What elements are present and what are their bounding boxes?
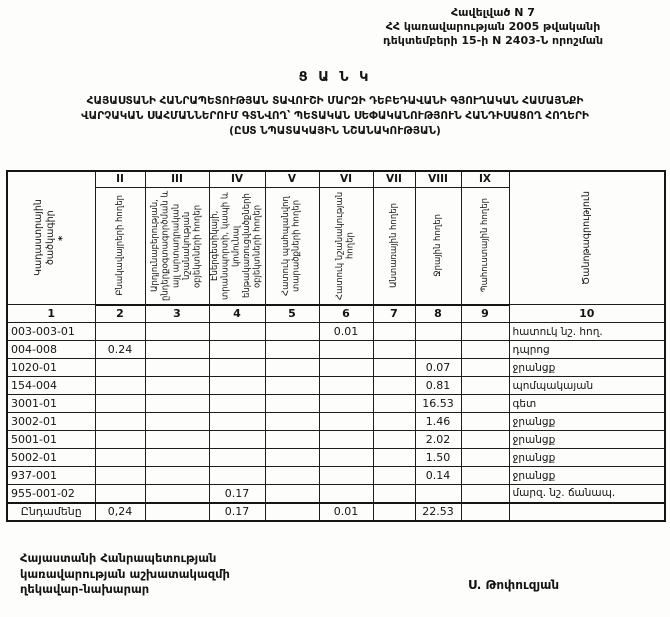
value-cell: 0.24 [95,341,145,359]
value-cell [265,377,319,395]
value-cell [265,323,319,341]
value-cell [319,359,373,377]
signatory-line-2: կառավարության աշխատակազմի [20,566,230,581]
appendix-number: Հավելված N 7 [451,6,535,19]
numerals-row [7,171,665,187]
value-cell [461,341,509,359]
cadastral-code-cell: 5002-01 [7,449,95,467]
col-number: 4 [209,305,265,323]
value-cell: 1.50 [415,449,461,467]
value-cell [461,431,509,449]
value-cell [373,359,415,377]
value-cell [209,359,265,377]
value-cell [415,485,461,503]
footnote-mark: * [56,235,68,241]
signatory-title-block [20,551,230,598]
header-forest-lands: Անտառային հողեր [373,187,415,305]
value-cell [145,467,209,485]
table-row [7,413,665,431]
total-value-cell: 0,24 [95,503,145,521]
total-value-cell [373,503,415,521]
value-cell [145,359,209,377]
value-cell [145,431,209,449]
value-cell [95,395,145,413]
total-note-cell [509,503,665,521]
col-number: 6 [319,305,373,323]
value-cell [209,449,265,467]
cadastral-code-cell: 003-003-01 [7,323,95,341]
note-cell: ջրանցք [509,431,665,449]
value-cell [209,413,265,431]
note-cell: ջրանցք [509,449,665,467]
note-cell: գետ [509,395,665,413]
value-cell: 16.53 [415,395,461,413]
table-row [7,359,665,377]
value-cell [265,449,319,467]
value-cell [319,413,373,431]
numeral-vi: VI [319,171,373,187]
table-row [7,323,665,341]
value-cell [95,485,145,503]
header-residential-lands: Բնակավայրերի հողեր [95,187,145,305]
col-number: 2 [95,305,145,323]
value-cell [209,341,265,359]
value-cell [373,449,415,467]
value-cell [415,323,461,341]
appendix-reference [328,6,658,47]
col-number: 8 [415,305,461,323]
value-cell [373,341,415,359]
government-decision-line: ՀՀ կառավարության 2005 թվականի [385,19,601,33]
value-cell [461,323,509,341]
header-special-purpose-lands: Հատուկ նշանակության հողեր [319,187,373,305]
cadastral-code-cell: 004-008 [7,341,95,359]
value-cell [95,431,145,449]
total-value-cell: 0.17 [209,503,265,521]
total-value-cell [145,503,209,521]
col-number: 10 [509,305,665,323]
total-value-cell: 0.01 [319,503,373,521]
note-cell: ջրանցք [509,467,665,485]
value-cell [209,467,265,485]
value-cell [461,467,509,485]
cadastral-code-header-text: Կադաստրային ծածկագիր [33,199,56,277]
value-cell [319,485,373,503]
value-cell [461,377,509,395]
value-cell: 1.46 [415,413,461,431]
value-cell [95,449,145,467]
value-cell [265,485,319,503]
value-cell [319,467,373,485]
value-cell [373,395,415,413]
table-row [7,341,665,359]
header-industrial-lands: Արդյունաբերության, ընդերքօգտագործման և այլ արտադրական նշանակության օբյեկտների հողեր [145,187,209,305]
note-cell: դպրոց [509,341,665,359]
cadastral-code-header-cell [7,171,95,305]
table-row [7,377,665,395]
value-cell: 2.02 [415,431,461,449]
value-cell: 0.07 [415,359,461,377]
value-cell [95,359,145,377]
value-cell [265,413,319,431]
value-cell: 0.17 [209,485,265,503]
header-reserve-lands: Պահուստային հողեր [461,187,509,305]
value-cell [319,431,373,449]
heading-line-1: ՀԱՅԱՍՏԱՆԻ ՀԱՆՐԱՊԵՏՈՒԹՅԱՆ ՏԱՎՈՒՇԻ ՄԱՐԶԻ ԴԵԲԵԴԱՎԱՆԻ ԳՅՈՒՂԱԿԱՆ ՀԱՄԱՅՆՔԻ [86,95,584,107]
numeral-ix: IX [461,171,509,187]
value-cell [319,341,373,359]
value-cell [145,377,209,395]
col-number: 3 [145,305,209,323]
heading-line-2: ՎԱՐՉԱԿԱՆ ՍԱՀՄԱՆՆԵՐՈՒՄ ԳՏՆՎՈՂ՝ ՊԵՏԱԿԱՆ ՍԵՓԱԿԱՆՈՒԹՅՈՒՆ ՀԱՆԴԻՍԱՑՈՂ ՀՈՂԵՐԻ [81,110,589,123]
value-cell [373,485,415,503]
value-cell [145,395,209,413]
numeral-ii: II [95,171,145,187]
col-number: 7 [373,305,415,323]
signatory-line-3: ղեկավար-նախարար [20,582,150,597]
signatory-name: Ս. Թոփուզյան [468,578,560,592]
value-cell [95,413,145,431]
value-cell [373,413,415,431]
value-cell [209,323,265,341]
decision-date-line: դեկտեմբերի 15-ի N 2403-Ն որոշման [382,33,604,47]
value-cell [265,431,319,449]
numeral-iii: III [145,171,209,187]
col-number: 9 [461,305,509,323]
total-label: Ընդամենը [7,503,95,521]
note-cell: ջրանցք [509,359,665,377]
cadastral-code-cell: 955-001-02 [7,485,95,503]
total-value-cell [461,503,509,521]
value-cell [209,395,265,413]
note-cell: պոմպակայան [509,377,665,395]
value-cell [461,413,509,431]
value-cell [209,431,265,449]
value-cell [319,377,373,395]
numeral-viii: VIII [415,171,461,187]
value-cell: 0.01 [319,323,373,341]
value-cell [461,449,509,467]
cadastral-code-cell: 5001-01 [7,431,95,449]
cadastral-code-cell: 3002-01 [7,413,95,431]
note-cell: հատուկ նշ. հող. [509,323,665,341]
col-number: 5 [265,305,319,323]
total-value-cell [265,503,319,521]
cadastral-code-cell: 1020-01 [7,359,95,377]
value-cell: 0.14 [415,467,461,485]
total-value-cell: 22.53 [415,503,461,521]
value-cell [145,485,209,503]
table-row [7,395,665,413]
value-cell [265,395,319,413]
signatory-line-1: Հայաստանի Հանրապետության [20,551,217,565]
value-cell [373,467,415,485]
land-table [6,170,666,522]
header-infrastructure-lands: Էներգետիկայի, տրանսպորտի, կապի և կոմունալ ենթակառուցվածքների օբյեկտների հողեր [209,187,265,305]
value-cell [461,359,509,377]
value-cell [373,323,415,341]
document-title: Ց Ա Ն Կ [298,70,372,85]
value-cell: 0.81 [415,377,461,395]
value-cell [319,395,373,413]
document-heading [8,94,662,140]
cadastral-code-cell: 154-004 [7,377,95,395]
value-cell [265,467,319,485]
numeral-vii: VII [373,171,415,187]
value-cell [95,323,145,341]
note-cell: մարզ. նշ. ճանապ. [509,485,665,503]
table-row [7,449,665,467]
table-row [7,467,665,485]
value-cell [265,359,319,377]
value-cell [461,395,509,413]
cadastral-code-header [33,182,69,294]
note-header: Ծանոթագրություն [580,191,592,285]
value-cell [145,413,209,431]
value-cell [95,467,145,485]
note-cell: ջրանցք [509,413,665,431]
table-row [7,431,665,449]
value-cell [145,449,209,467]
value-cell [373,431,415,449]
value-cell [145,323,209,341]
heading-line-3: (ԸՍՏ ՆՊԱՏԱԿԱՅԻՆ ՆՇԱՆԱԿՈՒԹՅԱՆ) [229,125,441,138]
numeral-v: V [265,171,319,187]
column-numbers-row [7,305,665,323]
value-cell [145,341,209,359]
value-cell [373,377,415,395]
table-row [7,485,665,503]
value-cell [319,449,373,467]
value-cell [265,341,319,359]
cadastral-code-cell: 937-001 [7,467,95,485]
value-cell [95,377,145,395]
numeral-iv: IV [209,171,265,187]
total-row [7,503,665,521]
value-cell [415,341,461,359]
value-cell [461,485,509,503]
note-header-cell [509,171,665,305]
cadastral-code-cell: 3001-01 [7,395,95,413]
value-cell [209,377,265,395]
header-protected-lands: Հատուկ պահպանվող տարածքների հողեր [265,187,319,305]
col-number: 1 [7,305,95,323]
header-water-lands: Ջրային հողեր [415,187,461,305]
